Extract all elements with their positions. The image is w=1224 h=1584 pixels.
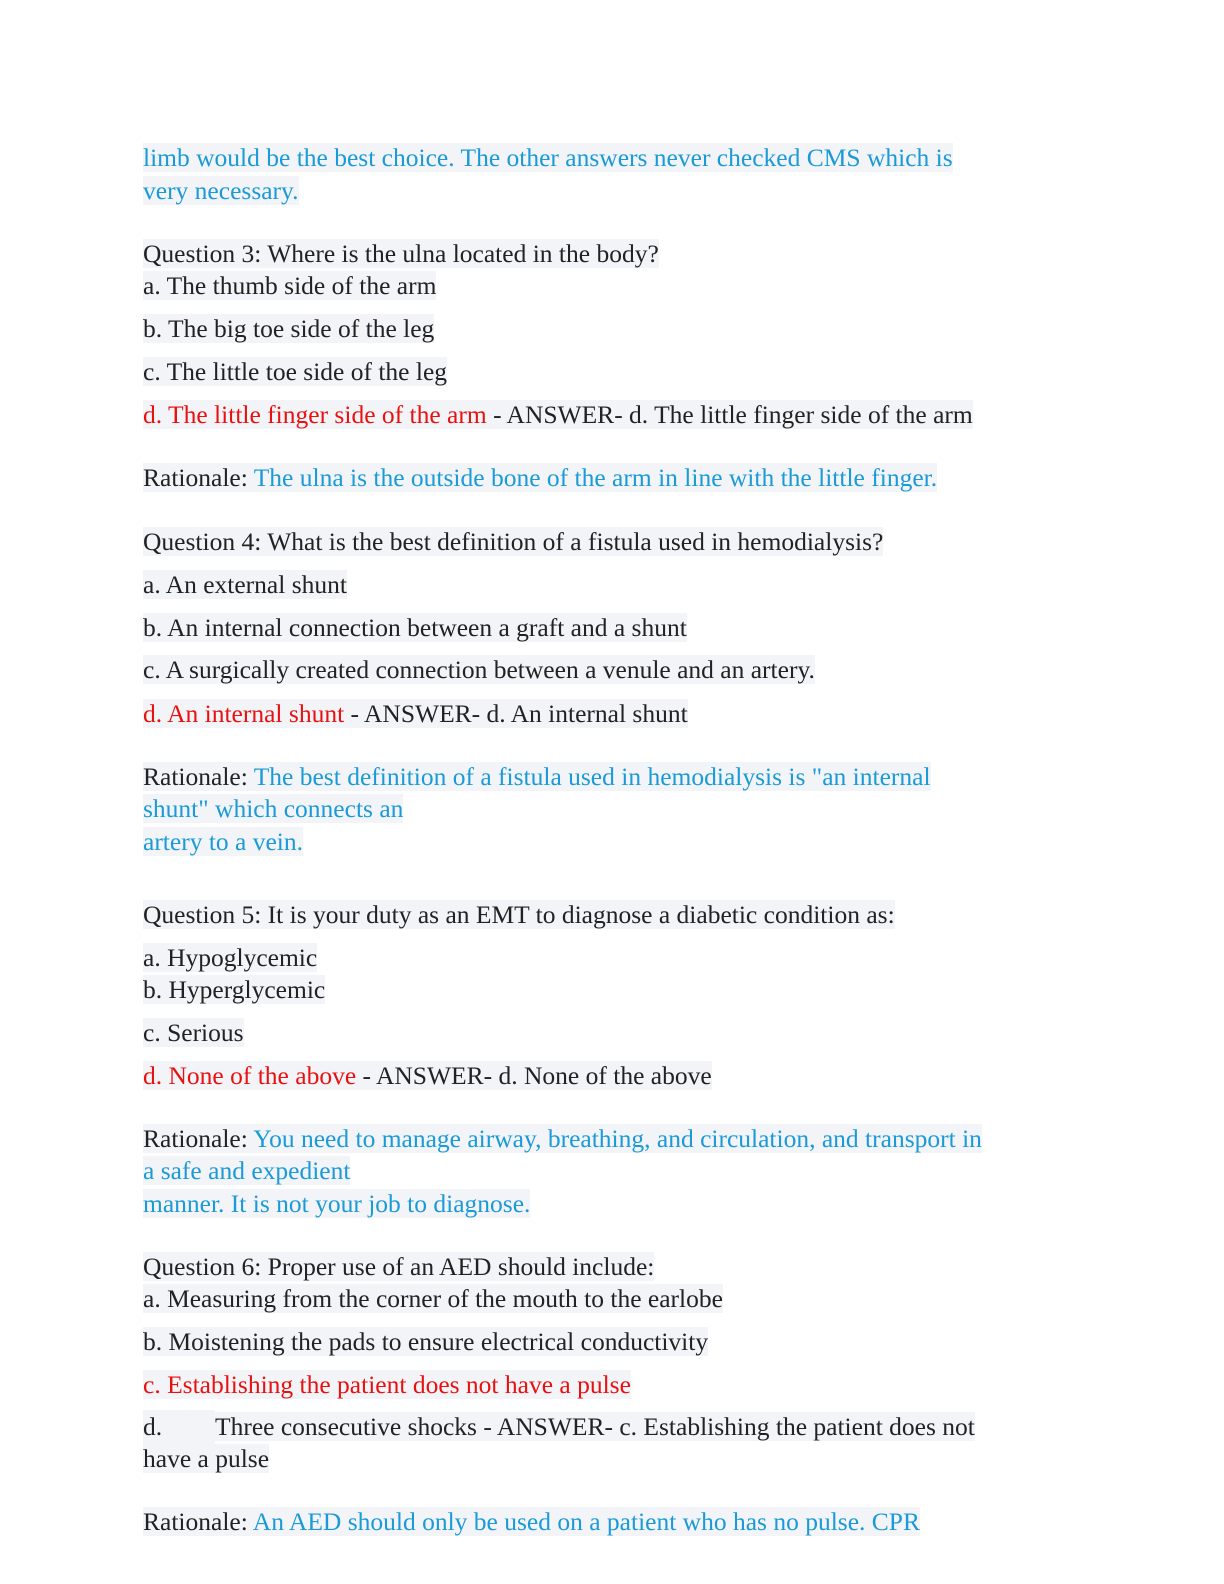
q5-option-d [143, 1059, 712, 1093]
q5-rationale-label: Rationale: [143, 1124, 254, 1153]
q4-rationale-text-3: artery to a vein. [143, 827, 304, 856]
q6-option-b [143, 1325, 708, 1359]
q3-option-b-text: b. The big toe side of the leg [143, 314, 435, 343]
q6-option-c [143, 1368, 631, 1402]
q4-answer-text: - ANSWER- d. An internal shunt [344, 699, 688, 728]
q4-rationale-text-1: The best definition of a fistula used in hemodialysis is "an internal [253, 762, 931, 791]
q5-rationale-line-3 [143, 1187, 530, 1221]
q5-option-a [143, 941, 317, 975]
q3-answer-text: - ANSWER- d. The little finger side of the arm [486, 400, 973, 429]
q3-option-a-text: a. The thumb side of the arm [143, 271, 437, 300]
q5-rationale-line-2 [143, 1154, 350, 1188]
q6-rationale-text: An AED should only be used on a patient who has no pulse. CPR [252, 1507, 920, 1536]
q6-option-a-text: a. Measuring from the corner of the mouth to the earlobe [143, 1284, 723, 1313]
q5-rationale-text-1: You need to manage airway, breathing, and circulation, and transport in [253, 1124, 982, 1153]
q3-option-d [143, 398, 973, 432]
q6-rationale [143, 1505, 920, 1539]
q4-question-text: Question 4: What is the best definition of a fistula used in hemodialysis? [143, 527, 884, 556]
q5-option-b-text: b. Hyperglycemic [143, 975, 326, 1004]
q6-option-a [143, 1282, 723, 1316]
q3-rationale-label: Rationale: [143, 463, 254, 492]
q5-option-c [143, 1016, 244, 1050]
q6-option-d [143, 1410, 975, 1444]
q6-option-c-correct: c. Establishing the patient does not have a pulse [143, 1370, 631, 1399]
q3-option-d-correct: d. The little finger side of the arm [143, 400, 487, 429]
q6-answer-text-2: have a pulse [143, 1444, 270, 1473]
q4-option-d [143, 697, 688, 731]
intro-text-1: limb would be the best choice. The other answers never checked CMS which is [143, 143, 953, 172]
q6-answer-text: Three consecutive shocks - ANSWER- c. Establishing the patient does not [215, 1412, 975, 1441]
q4-option-b [143, 611, 687, 645]
q6-question [143, 1250, 654, 1284]
q5-option-b [143, 973, 325, 1007]
q4-option-a-text: a. An external shunt [143, 570, 347, 599]
q5-rationale-line-1 [143, 1122, 982, 1156]
q3-rationale [143, 461, 937, 495]
q3-question [143, 237, 659, 271]
intro-line-2 [143, 174, 299, 208]
q3-question-text: Question 3: Where is the ulna located in the body? [143, 239, 659, 268]
q3-option-c [143, 355, 447, 389]
q5-rationale-text-2: a safe and expedient [143, 1156, 351, 1185]
intro-text-2: very necessary. [143, 176, 299, 205]
q4-option-c-text: c. A surgically created connection between a venule and an artery. [143, 655, 815, 684]
q5-question-text: Question 5: It is your duty as an EMT to diagnose a diabetic condition as: [143, 900, 895, 929]
q3-option-a [143, 269, 436, 303]
q4-rationale-line-3 [143, 825, 303, 859]
q3-option-c-text: c. The little toe side of the leg [143, 357, 448, 386]
q5-option-d-correct: d. None of the above [143, 1061, 357, 1090]
q5-rationale-text-3: manner. It is not your job to diagnose. [143, 1189, 531, 1218]
q4-option-b-text: b. An internal connection between a graft and a shunt [143, 613, 687, 642]
q4-option-c [143, 653, 815, 687]
q4-question [143, 525, 883, 559]
q6-question-text: Question 6: Proper use of an AED should include: [143, 1252, 655, 1281]
q6-rationale-label: Rationale: [143, 1507, 253, 1536]
q4-rationale-text-2: shunt" which connects an [143, 794, 404, 823]
q5-answer-text: - ANSWER- d. None of the above [356, 1061, 712, 1090]
q3-option-b [143, 312, 434, 346]
q4-rationale-line-2 [143, 792, 403, 826]
q6-option-d-line-2 [143, 1442, 269, 1476]
q5-option-c-text: c. Serious [143, 1018, 244, 1047]
intro-line-1 [143, 141, 953, 175]
q4-rationale-label: Rationale: [143, 762, 254, 791]
q6-option-d-prefix: d. [143, 1410, 215, 1444]
q5-option-a-text: a. Hypoglycemic [143, 943, 318, 972]
q4-option-d-correct: d. An internal shunt [143, 699, 345, 728]
q6-option-b-text: b. Moistening the pads to ensure electrical conductivity [143, 1327, 709, 1356]
q5-question [143, 898, 895, 932]
q4-rationale-line-1 [143, 760, 931, 794]
q4-option-a [143, 568, 347, 602]
q3-rationale-text: The ulna is the outside bone of the arm in line with the little finger. [253, 463, 938, 492]
